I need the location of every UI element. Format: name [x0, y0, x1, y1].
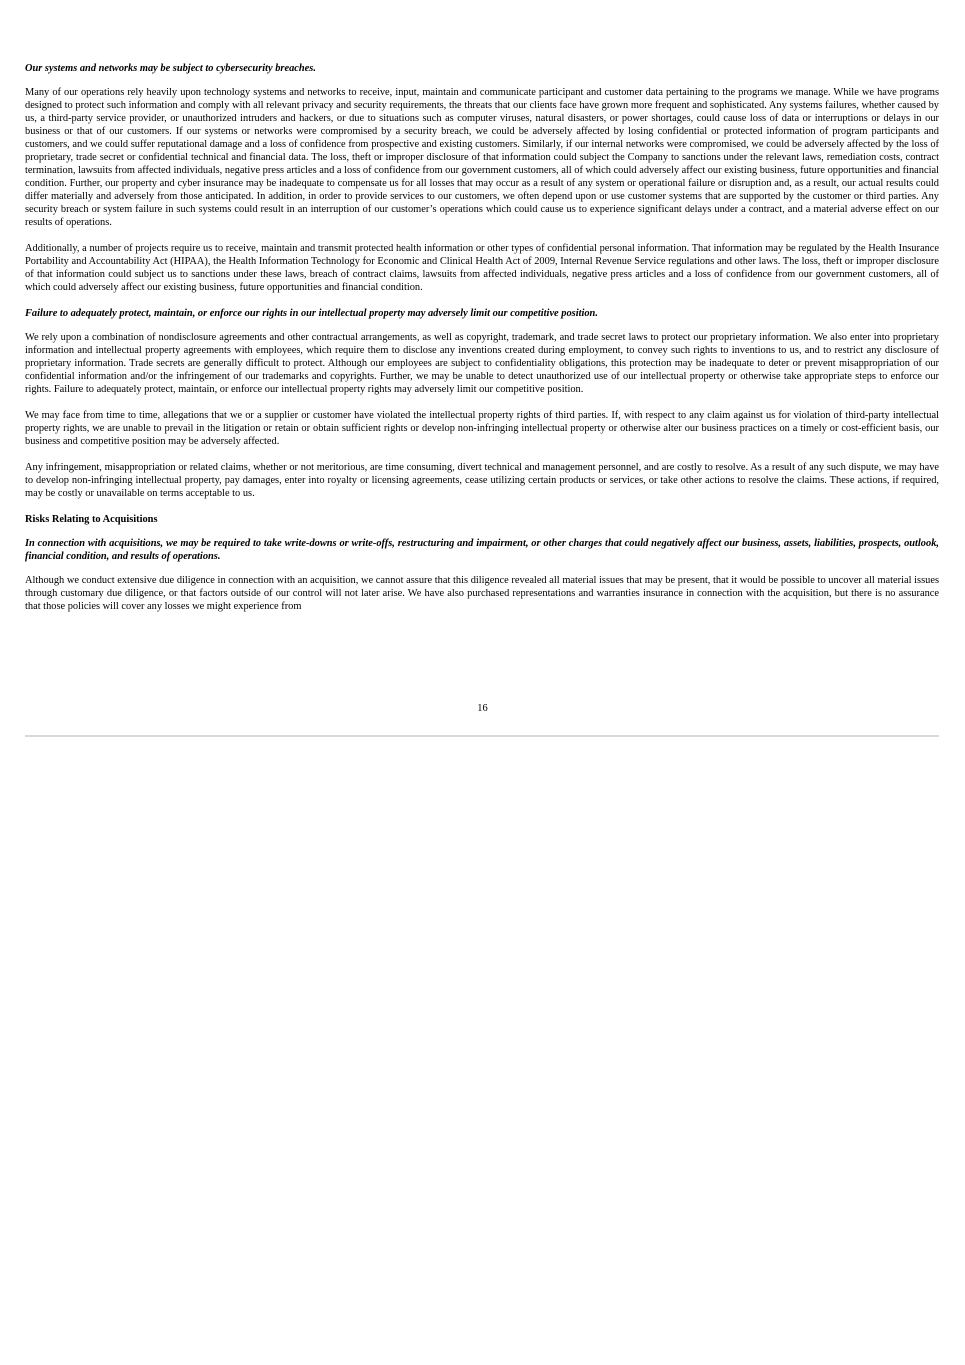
page-number: 16	[477, 703, 488, 714]
intellectual-property-paragraph-2: We may face from time to time, allegations that we or a supplier or customer have violated the intellectual property rights of third parties. If, with respect to any claim against us for violation of third-party intellectual property rights, we are unable to prevail in the litigation or retain or obtain sufficient rights or develop non-infringing intellectual property or otherwise alter our business practices on a timely or cost-efficient basis, our business and competitive position may be adversely affected.	[25, 410, 939, 447]
intellectual-property-paragraph-1: We rely upon a combination of nondisclosure agreements and other contractual arrangements, as well as copyright, trademark, and trade secret laws to protect our proprietary information. We also enter into proprietary information and intellectual property agreements with employees, which require them to disclose any inventions created during employment, to convey such rights to inventions to us, and to restrict any disclosure of proprietary information. Trade secrets are generally difficult to protect. Although our employees are subject to confidentiality obligations, this protection may be inadequate to deter or prevent misappropriation of our confidential information and/or the infringement of our trademarks and copyrights. Further, we may be unable to detect unauthorized use of our intellectual property or otherwise take appropriate steps to enforce our rights. Failure to adequately protect, maintain, or enforce our intellectual property rights may adversely limit our competitive position.	[25, 332, 939, 395]
document-page	[25, 62, 939, 626]
cybersecurity-heading: Our systems and networks may be subject to cybersecurity breaches.	[25, 63, 316, 74]
acquisitions-heading: In connection with acquisitions, we may be required to take write-downs or write-offs, restructuring and impairment, or other charges that could negatively affect our business, assets, liabilities, prospects, outlook, financial condition, and results of operations.	[25, 538, 939, 562]
intellectual-property-paragraph-3: Any infringement, misappropriation or related claims, whether or not meritorious, are time consuming, divert technical and management personnel, and are costly to resolve. As a result of any such dispute, we may have to develop non-infringing intellectual property, pay damages, enter into royalty or licensing agreements, cease utilizing certain products or services, or take other actions to resolve the claims. These actions, if required, may be costly or unavailable on terms acceptable to us.	[25, 462, 939, 499]
cybersecurity-paragraph-2: Additionally, a number of projects require us to receive, maintain and transmit protected health information or other types of confidential personal information. That information may be regulated by the Health Insurance Portability and Accountability Act (HIPAA), the Health Information Technology for Economic and Clinical Health Act of 2009, Internal Revenue Service regulations and other laws. The loss, theft or improper disclosure of that information could subject us to sanctions under these laws, breach of contract claims, lawsuits from affected individuals, negative press articles and a loss of confidence from our government customers, all of which could adversely affect our existing business, future opportunities and financial condition.	[25, 243, 939, 293]
acquisitions-section-heading: Risks Relating to Acquisitions	[25, 514, 158, 525]
cybersecurity-paragraph-1: Many of our operations rely heavily upon technology systems and networks to receive, input, maintain and communicate participant and customer data pertaining to the programs we manage. While we have programs designed to protect such information and comply with all relevant privacy and security requirements, the threats that our clients face have grown more frequent and sophisticated. Any systems failures, whether caused by us, a third-party service provider, or unauthorized intruders and hackers, or due to situations such as computer viruses, natural disasters, or power shortages, could cause loss of data or interruptions or delays in our business or that of our customers. If our systems or networks were compromised by a security breach, we could be adversely affected by losing confidential or protected information of program participants and customers, and we could suffer reputational damage and a loss of confidence from prospective and existing customers. Similarly, if our internal networks were compromised, we could be adversely affected by the loss of proprietary, trade secret or confidential technical and financial data. The loss, theft or improper disclosure of that information could subject the Company to sanctions under the relevant laws, remediation costs, contract termination, lawsuits from affected individuals, negative press articles and a loss of confidence from our government customers, all of which could adversely affect our existing business, future opportunities and financial condition. Further, our property and cyber insurance may be inadequate to compensate us for all losses that may occur as a result of any system or operational failure or disruption and, as a result, our actual results could differ materially and adversely from those anticipated. In addition, in order to provide services to our customers, we often depend upon or use customer systems that are supported by the customer or third parties. Any security breach or system failure in such systems could result in an interruption of our customer’s operations which could cause us to experience significant delays under a contract, and a material adverse effect on our results of operations.	[25, 87, 939, 228]
acquisitions-paragraph-1: Although we conduct extensive due diligence in connection with an acquisition, we cannot assure that this diligence revealed all material issues that may be present, that it would be possible to uncover all material issues through customary due diligence, or that factors outside of our control will not later arise. We have also purchased representations and warranties insurance in connection with the acquisition, but there is no assurance that those policies will cover any losses we might experience from	[25, 575, 939, 612]
intellectual-property-heading: Failure to adequately protect, maintain, or enforce our rights in our intellectual property may adversely limit our competitive position.	[25, 308, 598, 319]
page-divider	[25, 735, 939, 737]
